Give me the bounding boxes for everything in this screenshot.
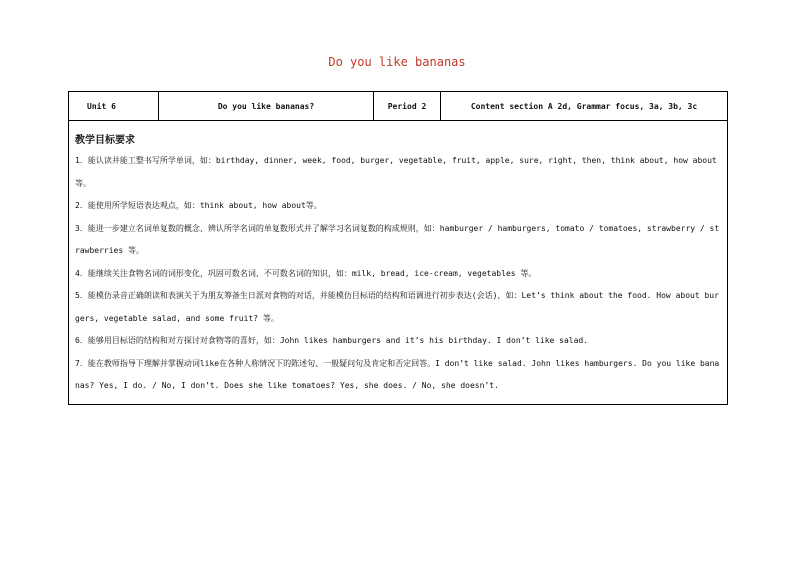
lesson-plan-table	[68, 91, 728, 405]
objectives-cell	[69, 121, 728, 405]
content-cell: Content section A 2d, Grammar focus, 3a, 3b, 3c	[441, 92, 728, 121]
objective-item: 1．能认读并能工整书写所学单词，如：birthday, dinner, week, food, burger, vegetable, fruit, apple, sure, right, then, think about, how about 等。	[75, 156, 717, 188]
objectives-row	[69, 121, 728, 405]
objective-item: 3．能进一步建立名词单复数的概念、辨认所学名词的单复数形式并了解学习名词复数的构成规则，如：hamburger / hamburgers, tomato / tomatoes, strawberry / strawberries 等。	[75, 223, 720, 255]
objectives-heading: 教学目标要求	[75, 135, 135, 146]
objective-item: 7．能在教师指导下理解并掌握动词like在各种人称情况下的陈述句、一般疑问句及肯定和否定回答。I don’t like salad. John likes hamburgers. Do you like bananas? Yes, I do. / No, I don’t. Does she like tomatoes? Yes, she does. / No, she doesn’t.	[75, 358, 720, 390]
lesson-cell: Do you like bananas?	[159, 92, 374, 121]
objective-item: 2．能使用所学短语表达观点，如：think about, how about等。	[75, 201, 322, 210]
objective-item: 4．能继续关注食物名词的词形变化，巩固可数名词、不可数名词的知识，如：milk, bread, ice-cream, vegetables 等。	[75, 268, 537, 278]
objective-item: 6．能够用目标语的结构和对方探讨对食物等的喜好，如：John likes hamburgers and it’s his birthday. I don’t like salad.	[75, 336, 589, 345]
unit-cell: Unit 6	[69, 92, 159, 121]
objective-item: 5．能模仿录音正确朗读和表演关于为朋友筹备生日派对食物的对话，并能模仿目标语的结构和语调进行初步表达(会话)，如：Let’s think about the food. How about burgers, vegetable salad, and some fruit? 等。	[75, 291, 719, 323]
header-row	[69, 92, 728, 121]
document-title: Do you like bananas	[328, 55, 466, 69]
period-cell: Period 2	[374, 92, 441, 121]
